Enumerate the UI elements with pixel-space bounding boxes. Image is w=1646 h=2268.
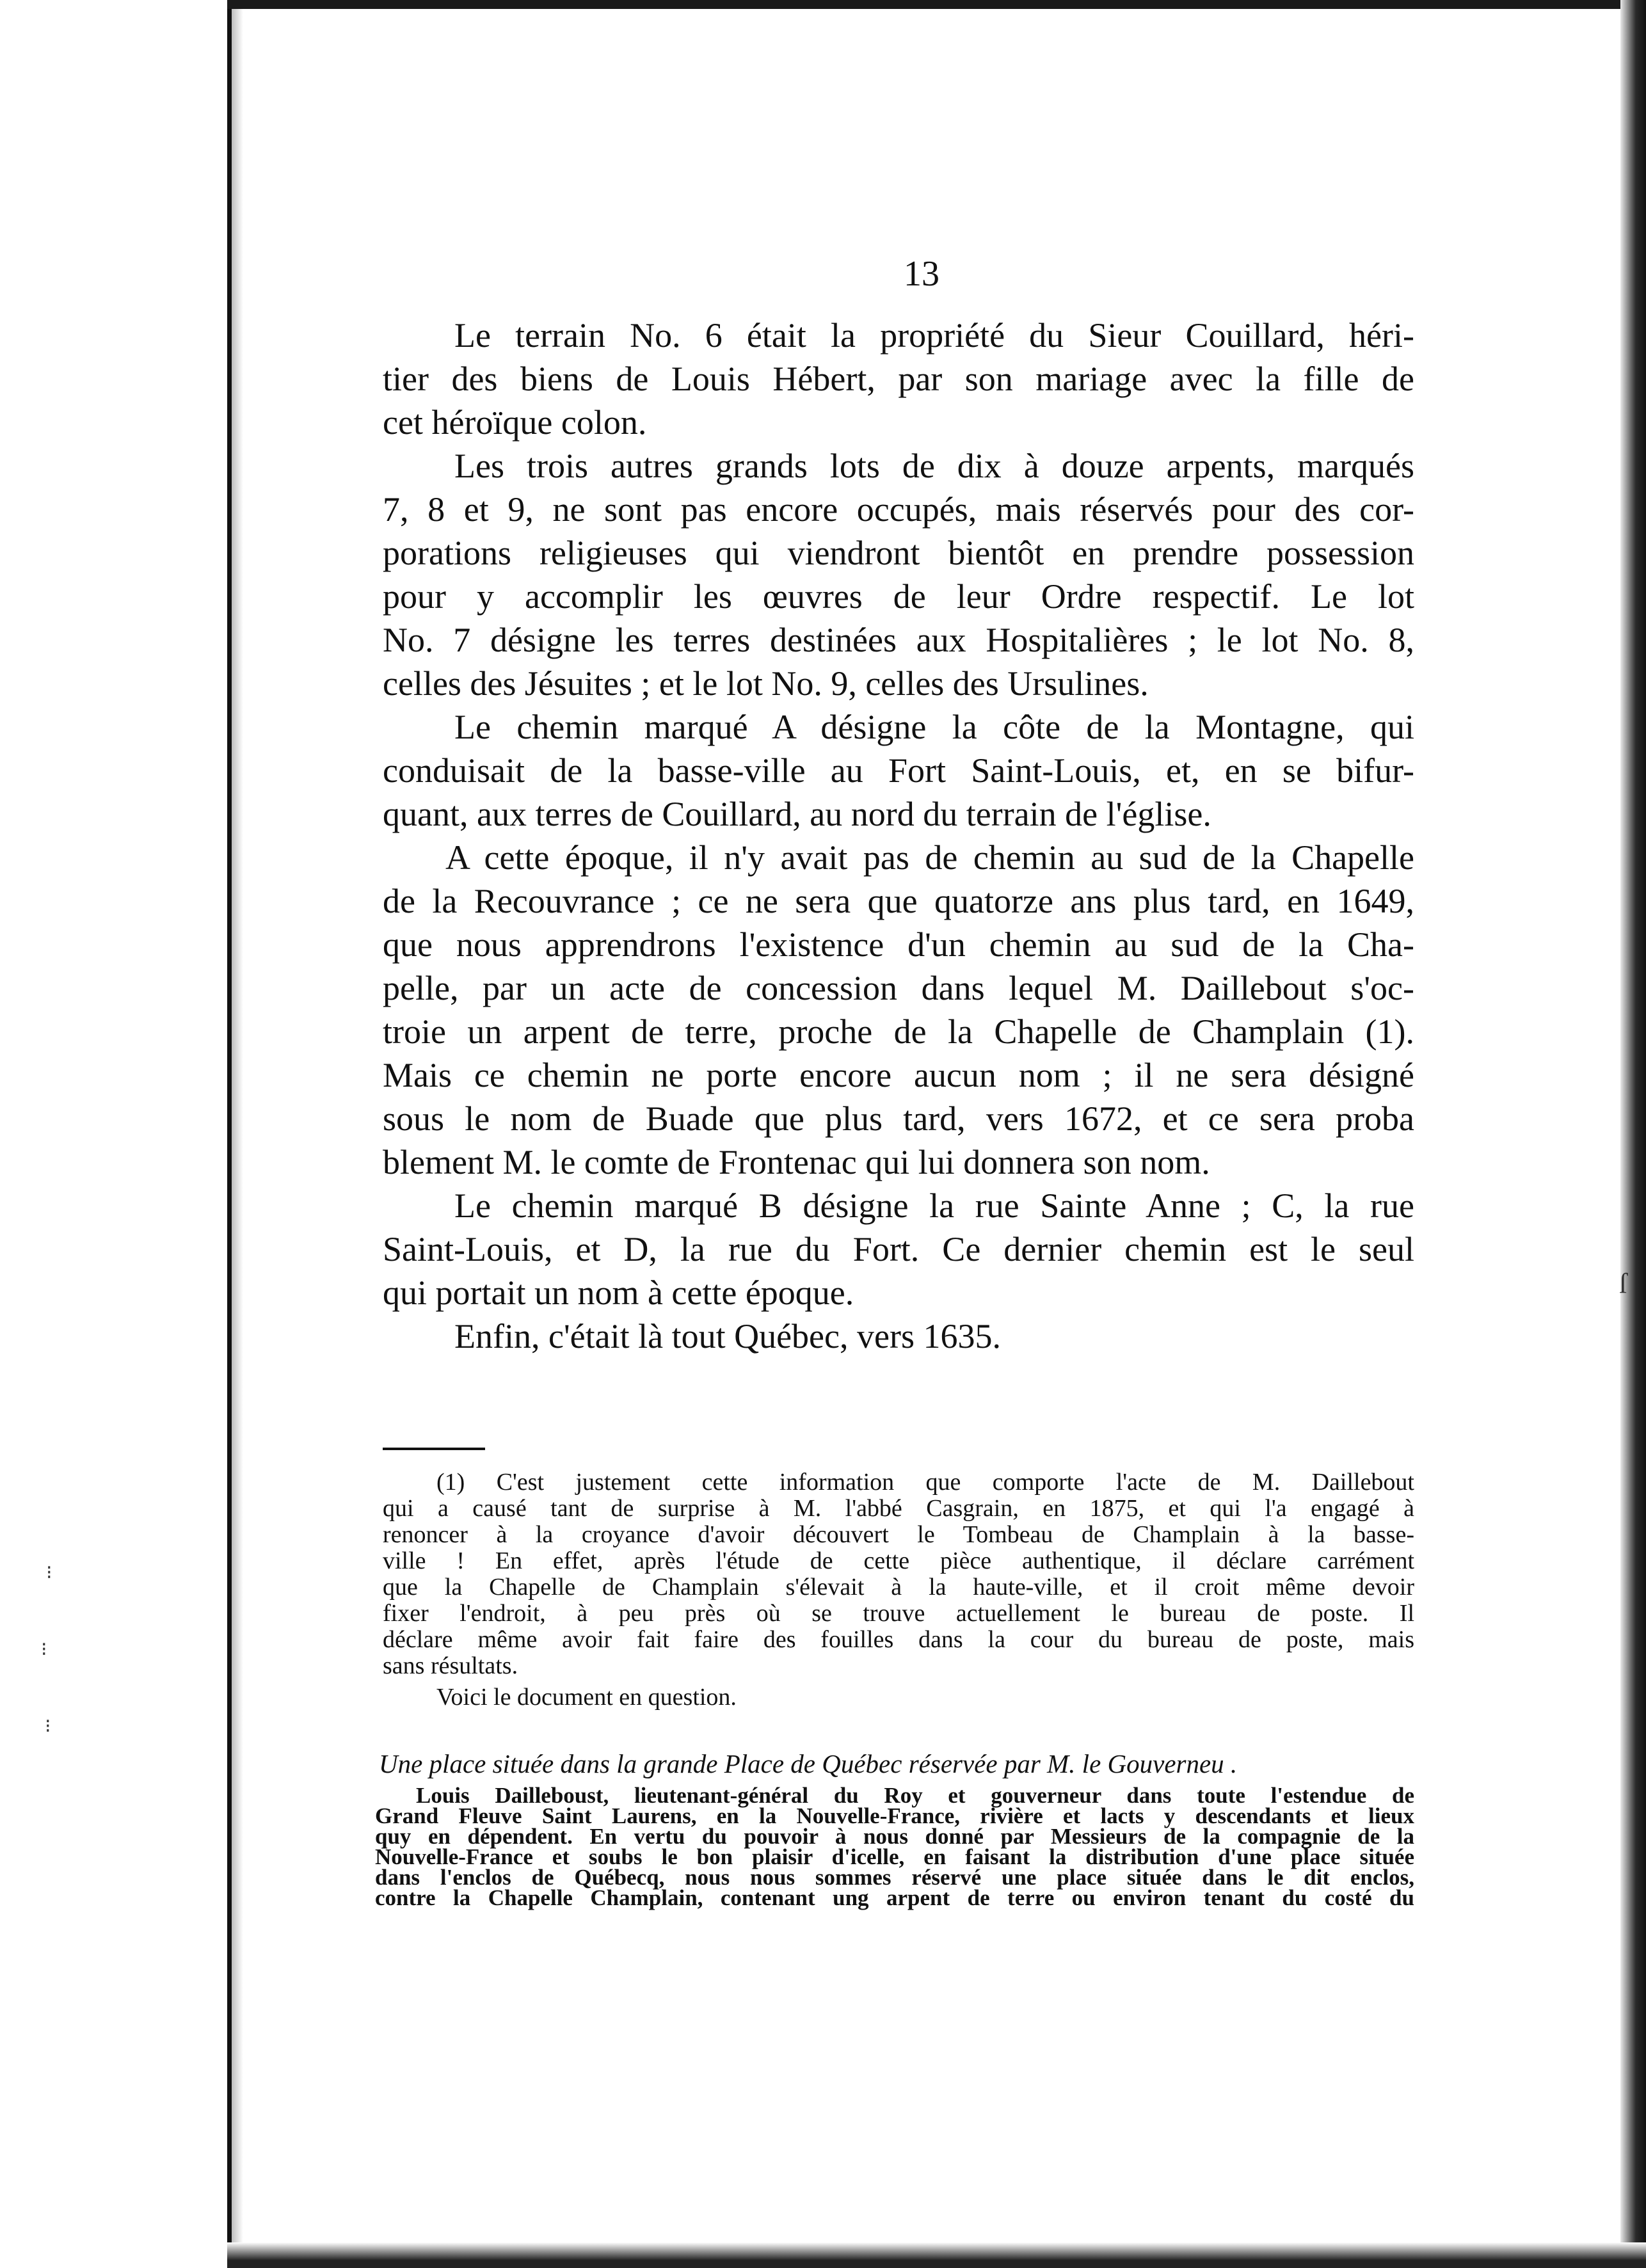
body-line: Le chemin marqué A désigne la côte de la Montagne, qui bbox=[454, 708, 1414, 746]
footnote-line: que la Chapelle de Champlain s'élevait à la haute-ville, et il croit même devoir bbox=[383, 1574, 1414, 1601]
body-line: Le terrain No. 6 était la propriété du Sieur Couillard, héri- bbox=[454, 316, 1414, 355]
body-line: Le chemin marqué B désigne la rue Sainte Anne ; C, la rue bbox=[454, 1186, 1414, 1225]
quoted-document bbox=[375, 1785, 1414, 1908]
body-line: blement M. le comte de Frontenac qui lui donnera son nom. bbox=[383, 1143, 1210, 1181]
document-line: Grand Fleuve Saint Laurens, en la Nouvelle-France, rivière et lacts y descendants et lieux bbox=[375, 1803, 1414, 1828]
body-line: pelle, par un acte de concession dans lequel M. Daillebout s'oc- bbox=[383, 969, 1414, 1007]
footnote-line: sans résultats. bbox=[383, 1652, 518, 1679]
footnote-line: renoncer à la croyance d'avoir découvert le Tombeau de Champlain à la basse- bbox=[383, 1521, 1414, 1548]
body-line: de la Recouvrance ; ce ne sera que quatorze ans plus tard, en 1649, bbox=[383, 882, 1414, 920]
footnote-line: fixer l'endroit, à peu près où se trouve actuellement le bureau de poste. Il bbox=[383, 1600, 1414, 1627]
footnote bbox=[383, 1469, 1414, 1711]
margin-speck: ⁝ bbox=[45, 1716, 51, 1737]
body-line: porations religieuses qui viendront bientôt en prendre possession bbox=[383, 534, 1414, 572]
body-line: pour y accomplir les œuvres de leur Ordre respectif. Le lot bbox=[383, 577, 1414, 616]
body-line: Mais ce chemin ne porte encore aucun nom ; il ne sera désigné bbox=[383, 1056, 1414, 1094]
body-line: que nous apprendrons l'existence d'un chemin au sud de la Cha- bbox=[383, 925, 1414, 964]
footnote-separator bbox=[383, 1448, 485, 1450]
body-line: conduisait de la basse-ville au Fort Saint-Louis, et, en se bifur- bbox=[383, 751, 1414, 790]
margin-speck: ⁝ bbox=[41, 1639, 47, 1660]
body-line: 7, 8 et 9, ne sont pas encore occupés, mais réservés pour des cor- bbox=[383, 490, 1414, 529]
body-line: Saint-Louis, et D, la rue du Fort. Ce dernier chemin est le seul bbox=[383, 1230, 1414, 1268]
body-line: Enfin, c'était là tout Québec, vers 1635. bbox=[454, 1317, 1001, 1355]
page-number: 13 bbox=[904, 254, 939, 294]
document-line: Louis Dailleboust, lieutenant-général du Roy et gouverneur dans toute l'estendue de bbox=[416, 1783, 1414, 1808]
footnote-line: qui a causé tant de surprise à M. l'abbé Casgrain, en 1875, et qui l'a engagé à bbox=[383, 1495, 1414, 1522]
body-line: No. 7 désigne les terres destinées aux Hospitalières ; le lot No. 8, bbox=[383, 621, 1414, 659]
body-text bbox=[383, 314, 1414, 1358]
body-line: sous le nom de Buade que plus tard, vers 1672, et ce sera proba bbox=[383, 1099, 1414, 1138]
body-line: quant, aux terres de Couillard, au nord du terrain de l'église. bbox=[383, 795, 1211, 833]
margin-speck: ſ bbox=[1619, 1268, 1627, 1299]
footnote-line: ville ! En effet, après l'étude de cette pièce authentique, il déclare carrément bbox=[383, 1547, 1414, 1574]
footnote-line: déclare même avoir fait faire des fouilles dans la cour du bureau de poste, mais bbox=[383, 1626, 1414, 1653]
document-line: Nouvelle-France et soubs le bon plaisir d'icelle, en faisant la distribution d'une place située bbox=[375, 1844, 1414, 1869]
body-line: A cette époque, il n'y avait pas de chemin au sud de la Chapelle bbox=[445, 838, 1414, 877]
body-line: Les trois autres grands lots de dix à douze arpents, marqués bbox=[454, 447, 1414, 485]
footnote-line: (1) C'est justement cette information que comporte l'acte de M. Daillebout bbox=[436, 1469, 1414, 1496]
document-heading: Une place située dans la grande Place de Québec réservée par M. le Gouverneu . bbox=[379, 1749, 1238, 1778]
body-line: qui portait un nom à cette époque. bbox=[383, 1274, 854, 1312]
body-line: cet héroïque colon. bbox=[383, 403, 647, 442]
document-line: quy en dépendent. En vertu du pouvoir à nous donné par Messieurs de la compagnie de la bbox=[375, 1824, 1414, 1849]
body-line: troie un arpent de terre, proche de la Chapelle de Champlain (1). bbox=[383, 1012, 1414, 1051]
body-line: celles des Jésuites ; et le lot No. 9, celles des Ursulines. bbox=[383, 664, 1149, 703]
document-line: dans l'enclos de Québecq, nous nous sommes réservé une place située dans le dit enclos, bbox=[375, 1865, 1414, 1890]
footnote-line: Voici le document en question. bbox=[436, 1684, 737, 1711]
body-line: tier des biens de Louis Hébert, par son mariage avec la fille de bbox=[383, 360, 1414, 398]
document-line: contre la Chapelle Champlain, contenant ung arpent de terre ou environ tenant du costé du bbox=[375, 1885, 1414, 1910]
margin-speck: ⁝ bbox=[46, 1562, 52, 1583]
